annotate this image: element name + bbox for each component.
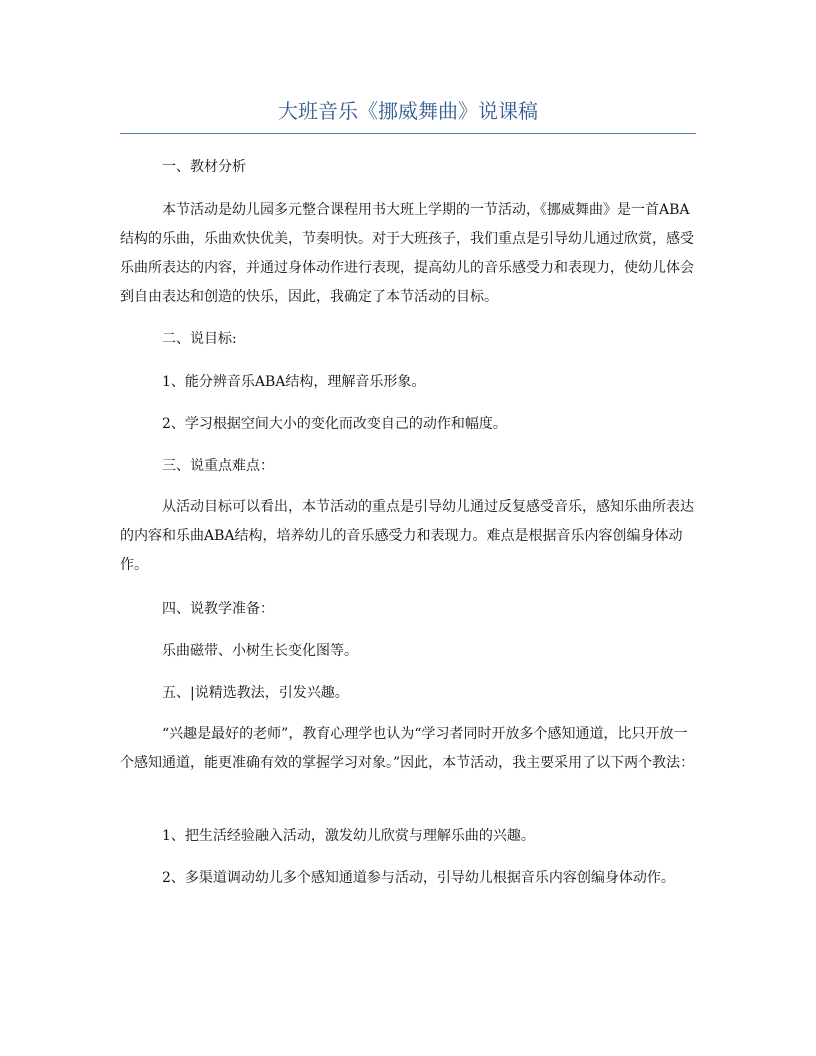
title-underline: [120, 133, 696, 134]
body-paragraph-4: “兴趣是最好的老师”，教育心理学也认为“学习者同时开放多个感知通道，比只开放一个感知通道，能更准确有效的掌握学习对象。”因此，本节活动，我主要采用了以下两个教法：: [120, 726, 695, 771]
goal-item-1: 1、能分辨音乐ABA结构，理解音乐形象。: [162, 374, 426, 390]
method-item-1: 1、把生活经验融入活动，激发幼儿欣赏与理解乐曲的兴趣。: [162, 828, 535, 844]
section-heading-5: 五、|说精选教法，引发兴趣。: [162, 685, 349, 701]
document-title: 大班音乐《挪威舞曲》说课稿: [278, 99, 538, 123]
section-heading-1: 一、教材分析: [162, 159, 246, 175]
section-heading-3: 三、说重点难点：: [162, 458, 274, 474]
goal-item-2: 2、学习根据空间大小的变化而改变自己的动作和幅度。: [162, 416, 507, 432]
method-item-2: 2、多渠道调动幼儿多个感知通道参与活动，引导幼儿根据音乐内容创编身体动作。: [162, 870, 675, 886]
section-heading-2: 二、说目标:: [162, 331, 237, 347]
body-paragraph-1: 本节活动是幼儿园多元整合课程用书大班上学期的一节活动，《挪威舞曲》是一首ABA结构的乐曲，乐曲欢快优美，节奏明快。对于大班孩子，我们重点是引导幼儿通过欣赏，感受乐曲所表达的内容，并通过身体动作进行表现，提高幼儿的音乐感受力和表现力，使幼儿体会到自由表达和创造的快乐，因此，我确定了本节活动的目标。: [120, 202, 694, 305]
body-paragraph-2: 从活动目标可以看出，本节活动的重点是引导幼儿通过反复感受音乐，感知乐曲所表达的内容和乐曲ABA结构，培养幼儿的音乐感受力和表现力。难点是根据音乐内容创编身体动作。: [120, 499, 694, 573]
body-paragraph-3: 乐曲磁带、小树生长变化图等。: [162, 643, 358, 659]
section-heading-4: 四、说教学准备：: [162, 601, 274, 617]
